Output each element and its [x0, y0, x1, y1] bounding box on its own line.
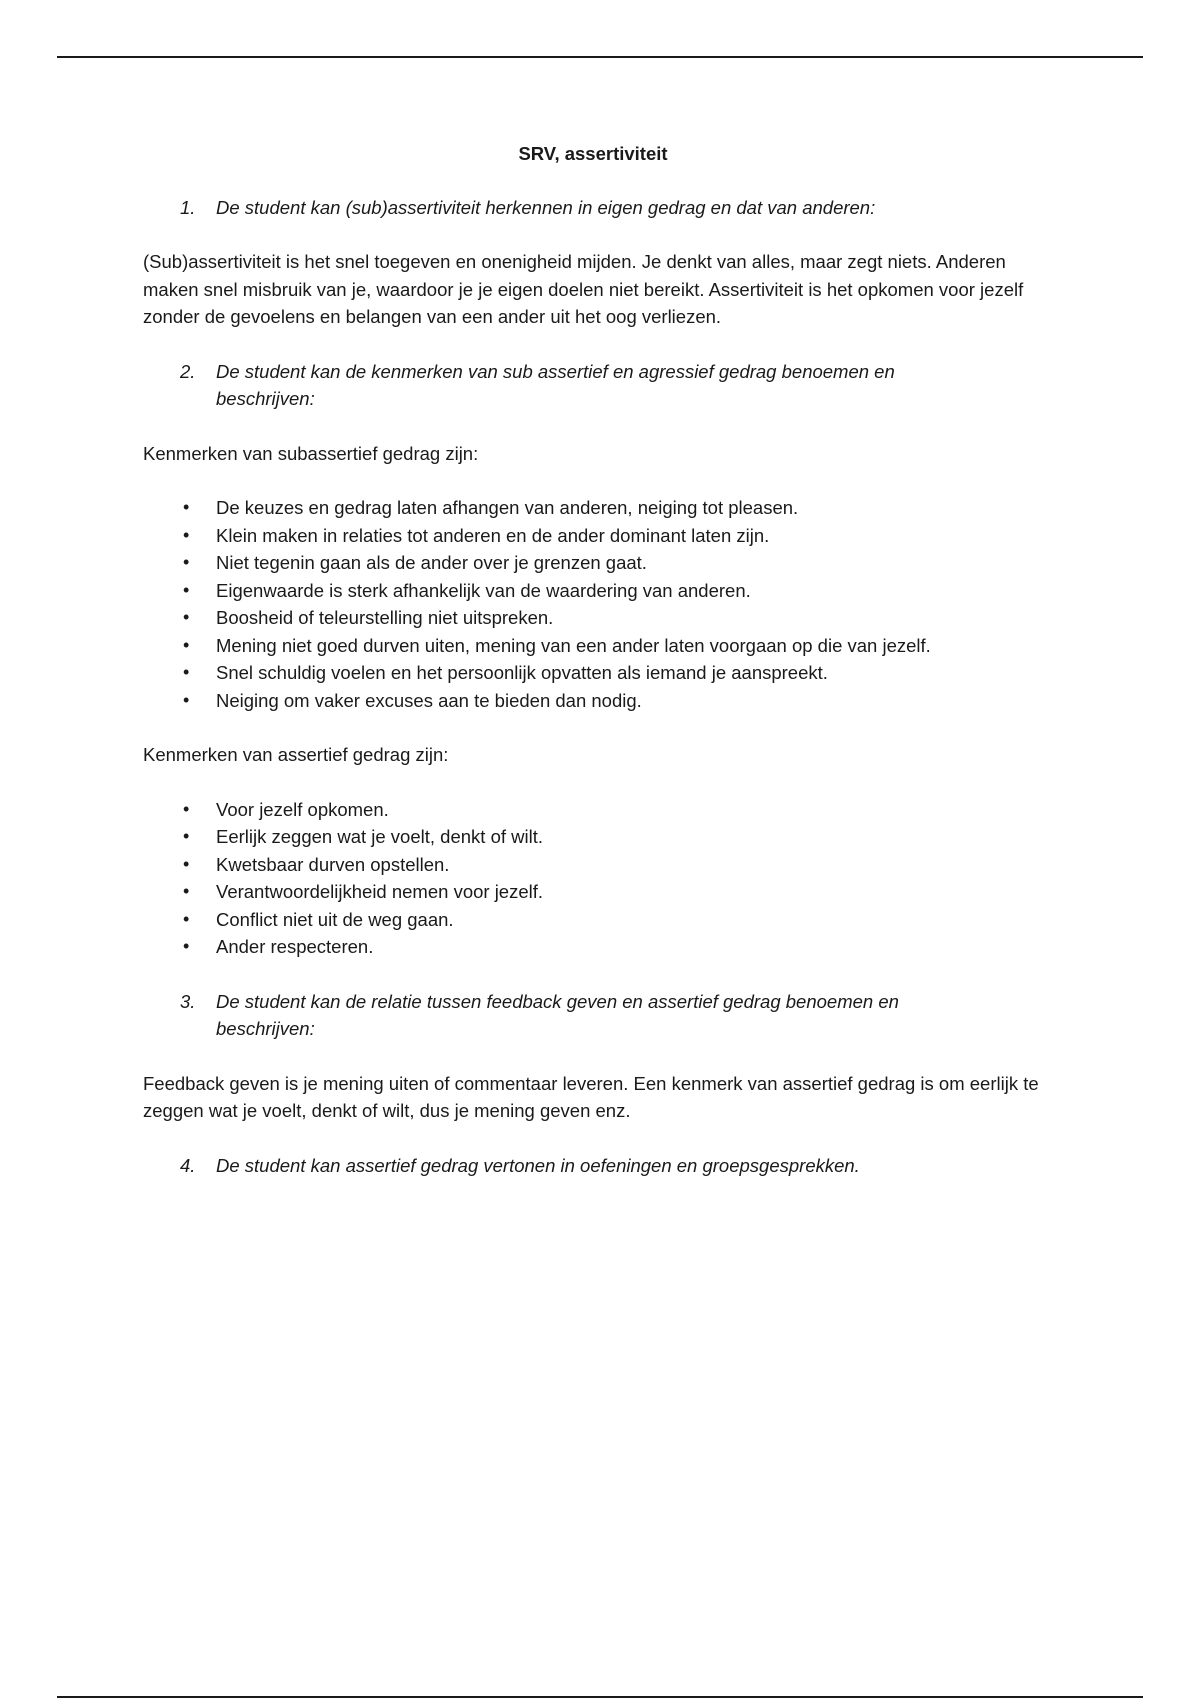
footer-rule [57, 1696, 1143, 1698]
list-item-text: Verantwoordelijkheid nemen voor jezelf. [216, 881, 544, 902]
objective-number: 1. [180, 196, 196, 218]
list-item [143, 933, 1043, 961]
list-item-text: Eerlijk zeggen wat je voelt, denkt of wilt. [216, 826, 543, 847]
list-item-text: Boosheid of teleurstelling niet uitspreken. [216, 607, 554, 628]
paragraph-subassertiviteit: (Sub)assertiviteit is het snel toegeven en onenigheid mijden. Je denkt van alles, maar zegt niets. Anderen maken snel misbruik van je, waardoor je je eigen doelen niet bereikt. Assertiviteit is het opkomen voor jezelf zonder de gevoelens en belangen van een ander uit het oog verliezen. [143, 251, 1024, 327]
document-title: SRV, assertiviteit [518, 143, 668, 164]
header-rule [57, 56, 1143, 58]
list-item [143, 549, 1043, 577]
objective-text: De student kan de relatie tussen feedback geven en assertief gedrag benoemen en beschrijven: [216, 990, 899, 1039]
list-item [143, 823, 1043, 851]
subassertive-heading: Kenmerken van subassertief gedrag zijn: [143, 442, 479, 464]
bullet-icon: • [183, 798, 190, 819]
bullet-icon: • [183, 826, 190, 846]
paragraph-feedback: Feedback geven is je mening uiten of commentaar leveren. Een kenmerk van assertief gedrag is om eerlijk te zeggen wat je voelt, denkt of wilt, dus je mening geven enz. [143, 1072, 1039, 1121]
list-item [143, 687, 1043, 715]
bullet-icon: • [183, 936, 190, 956]
bullet-icon: • [183, 524, 190, 545]
objective-text: De student kan de kenmerken van sub assertief en agressief gedrag benoemen en beschrijven: [216, 360, 895, 409]
list-item-text: Snel schuldig voelen en het persoonlijk opvatten als iemand je aanspreekt. [216, 662, 828, 683]
list-item-text: Kwetsbaar durven opstellen. [216, 853, 450, 875]
list-item [143, 604, 1043, 632]
list-item [143, 494, 1043, 522]
bullet-icon: • [183, 853, 190, 874]
list-item [143, 522, 1043, 550]
objective-number: 4. [180, 1154, 196, 1176]
bullet-icon: • [183, 607, 190, 627]
bullet-icon: • [183, 908, 190, 929]
list-item-text: Klein maken in relaties tot anderen en de ander dominant laten zijn. [216, 524, 770, 546]
list-item [143, 796, 1043, 824]
bullet-icon: • [183, 497, 190, 517]
objective-text: De student kan assertief gedrag vertonen in oefeningen en groepsgesprekken. [216, 1154, 860, 1176]
list-item [143, 906, 1043, 934]
subassertive-list [143, 494, 1043, 714]
bullet-icon: • [183, 579, 190, 600]
list-item [143, 632, 1043, 660]
objective-number: 3. [180, 990, 196, 1012]
objective-4 [143, 1152, 1043, 1180]
list-item-text: Neiging om vaker excuses aan te bieden dan nodig. [216, 689, 642, 711]
objective-2 [143, 358, 1043, 413]
objective-number: 2. [180, 360, 196, 382]
objective-1 [143, 194, 1043, 222]
list-item-text: De keuzes en gedrag laten afhangen van anderen, neiging tot pleasen. [216, 497, 799, 518]
objective-text: De student kan (sub)assertiviteit herkennen in eigen gedrag en dat van anderen: [216, 196, 876, 218]
list-item-text: Ander respecteren. [216, 936, 374, 957]
list-item [143, 851, 1043, 879]
bullet-icon: • [183, 552, 190, 572]
list-item-text: Eigenwaarde is sterk afhankelijk van de waardering van anderen. [216, 579, 751, 601]
bullet-icon: • [183, 634, 190, 655]
list-item [143, 577, 1043, 605]
bullet-icon: • [183, 881, 190, 901]
list-item-text: Voor jezelf opkomen. [216, 798, 389, 820]
objective-3 [143, 988, 1043, 1043]
list-item [143, 659, 1043, 687]
assertive-list [143, 796, 1043, 961]
list-item-text: Mening niet goed durven uiten, mening van een ander laten voorgaan op die van jezelf. [216, 634, 931, 656]
list-item-text: Niet tegenin gaan als de ander over je grenzen gaat. [216, 552, 647, 573]
assertive-heading: Kenmerken van assertief gedrag zijn: [143, 744, 449, 765]
list-item-text: Conflict niet uit de weg gaan. [216, 908, 454, 930]
bullet-icon: • [183, 662, 190, 682]
list-item [143, 878, 1043, 906]
document-body [143, 140, 1043, 1206]
bullet-icon: • [183, 689, 190, 710]
